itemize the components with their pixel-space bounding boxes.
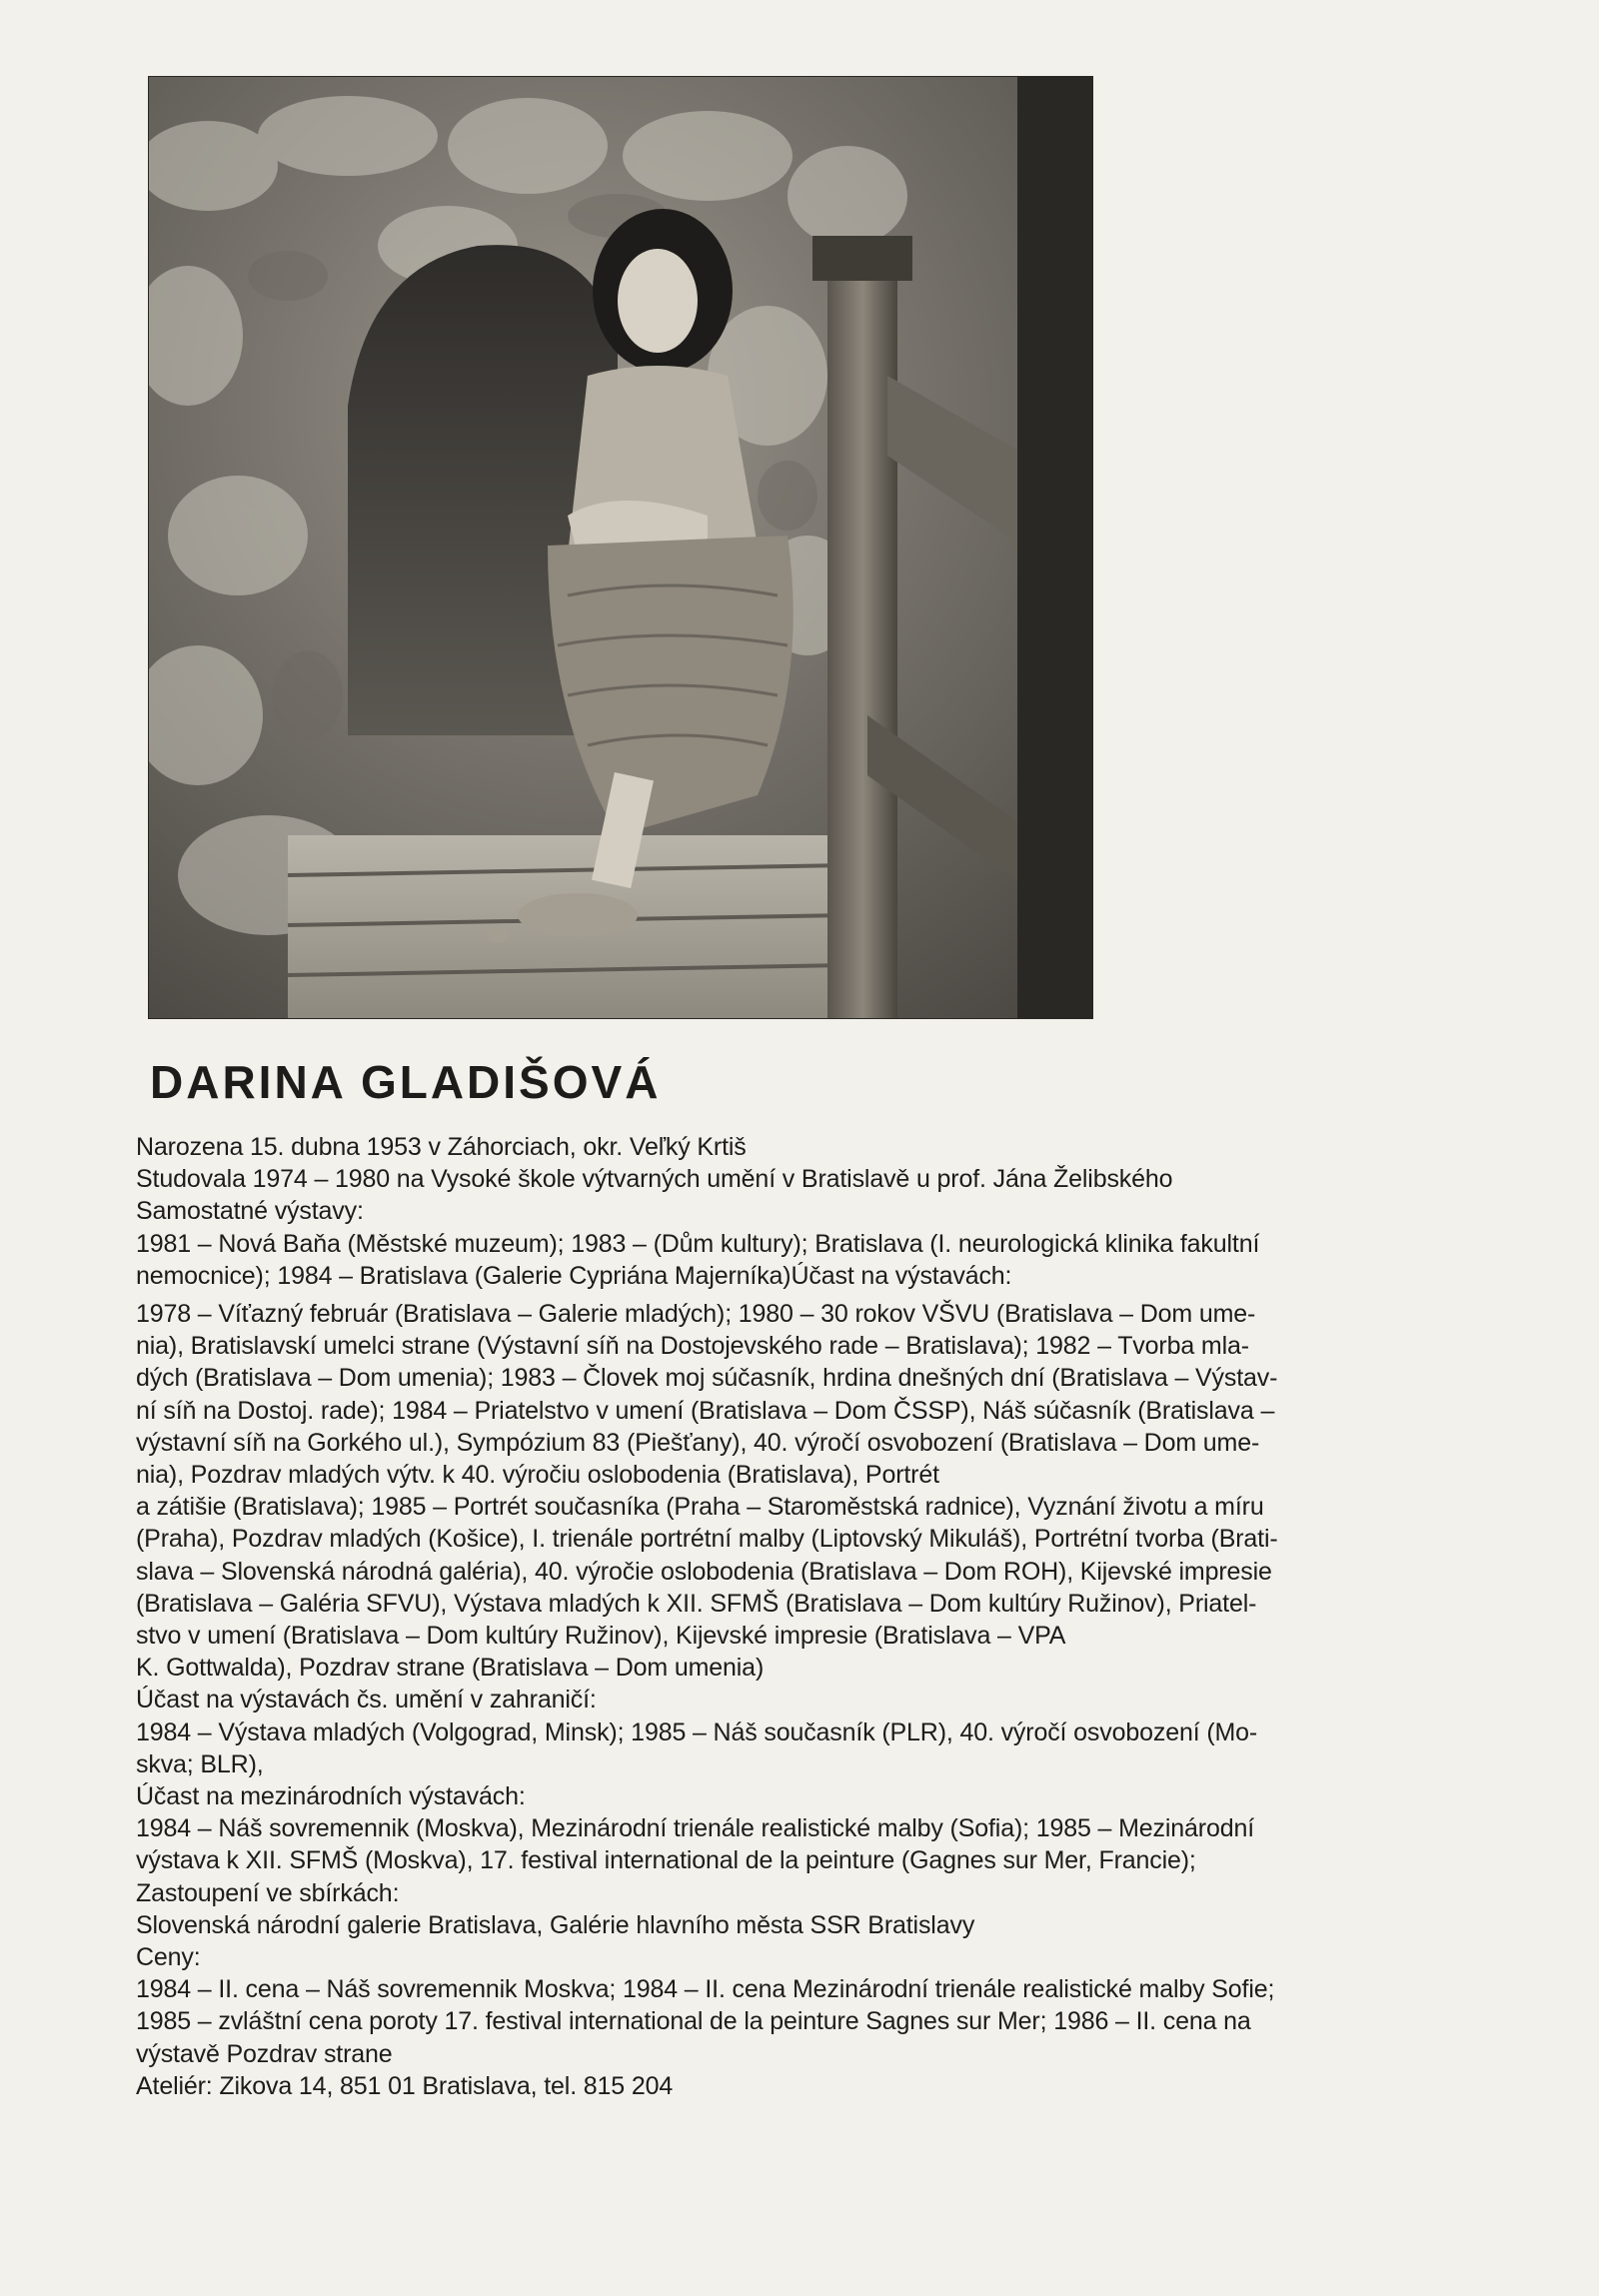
- bio-line: a zátišie (Bratislava); 1985 – Portrét současníka (Praha – Staroměstská radnice), Vyznání životu a míru: [136, 1493, 1264, 1522]
- bio-line: nia), Pozdrav mladých výtv. k 40. výročiu oslobodenia (Bratislava), Portrét: [136, 1461, 939, 1490]
- bio-line: 1984 – Výstava mladých (Volgograd, Minsk); 1985 – Náš současník (PLR), 40. výročí osvobození (Mo-: [136, 1718, 1258, 1746]
- bio-line: (Praha), Pozdrav mladých (Košice), I. trienále portrétní malby (Liptovský Mikuláš), Portrétní tvorba (Brati-: [136, 1525, 1278, 1554]
- biography-text: [136, 1131, 1435, 2102]
- bio-line: K. Gottwalda), Pozdrav strane (Bratislava – Dom umenia): [136, 1654, 765, 1683]
- bio-line: 1984 – Náš sovremennik (Moskva), Mezinárodní trienále realistické malby (Sofia); 1985 – Mezinárodní: [136, 1814, 1255, 1843]
- bio-line: výstavě Pozdrav strane: [136, 2039, 393, 2068]
- portrait-photo: [148, 76, 1093, 1019]
- bio-line: stvo v umení (Bratislava – Dom kultúry Ružinov), Kijevské impresie (Bratislava – VPA: [136, 1622, 1066, 1651]
- portrait-photo-image: [148, 76, 1093, 1019]
- bio-line: (Bratislava – Galéria SFVU), Výstava mladých k XII. SFMŠ (Bratislava – Dom kultúry Ružinov), Priatel-: [136, 1589, 1257, 1618]
- bio-line-studio-address: Ateliér: Zikova 14, 851 01 Bratislava, tel. 815 204: [136, 2071, 674, 2100]
- bio-line: výstavní síň na Gorkého ul.), Sympózium 83 (Piešťany), 40. výročí osvobození (Bratislava – Dom ume-: [136, 1428, 1260, 1457]
- bio-line: Slovenská národní galerie Bratislava, Galérie hlavního města SSR Bratislavy: [136, 1910, 975, 1939]
- bio-line: dých (Bratislava – Dom umenia); 1983 – Človek moj súčasník, hrdina dnešných dní (Bratislava – Výstav-: [136, 1364, 1278, 1393]
- artist-name: DARINA GLADIŠOVÁ: [150, 1056, 662, 1108]
- bio-heading-international-exhibitions: Účast na mezinárodních výstavách:: [136, 1782, 526, 1811]
- bio-line: slava – Slovenská národná galéria), 40. výročie oslobodenia (Bratislava – Dom ROH), Kijevské impresie: [136, 1557, 1272, 1586]
- bio-line: ní síň na Dostoj. rade); 1984 – Priatelstvo v umení (Bratislava – Dom ČSSP), Náš súčasník (Bratislava –: [136, 1396, 1275, 1425]
- bio-line: 1978 – Víťazný február (Bratislava – Galerie mladých); 1980 – 30 rokov VŠVU (Bratislava – Dom ume-: [136, 1300, 1256, 1329]
- bio-heading-solo-exhibitions: Samostatné výstavy:: [136, 1197, 364, 1226]
- bio-line: 1981 – Nová Baňa (Městské muzeum); 1983 – (Dům kultury); Bratislava (I. neurologická klinika fakultní: [136, 1229, 1260, 1258]
- bio-line-birth: Narozena 15. dubna 1953 v Záhorciach, okr. Veľký Krtiš: [136, 1133, 747, 1161]
- bio-line: 1985 – zvláštní cena poroty 17. festival international de la peinture Sagnes sur Mer; 1986 – II. cena na: [136, 2007, 1251, 2036]
- bio-line: 1984 – II. cena – Náš sovremennik Moskva; 1984 – II. cena Mezinárodní trienále realistické malby Sofie;: [136, 1975, 1275, 2004]
- bio-heading-awards: Ceny:: [136, 1943, 201, 1972]
- bio-line-studies: Studovala 1974 – 1980 na Vysoké škole výtvarných umění v Bratislavě u prof. Jána Želibského: [136, 1165, 1173, 1194]
- bio-heading-collections: Zastoupení ve sbírkách:: [136, 1878, 400, 1907]
- bio-line: výstava k XII. SFMŠ (Moskva), 17. festival international de la peinture (Gagnes sur Mer, Francie);: [136, 1846, 1196, 1875]
- bio-line: skva; BLR),: [136, 1749, 264, 1778]
- bio-heading-foreign-exhibitions: Účast na výstavách čs. umění v zahraničí:: [136, 1686, 597, 1715]
- bio-line: nemocnice); 1984 – Bratislava (Galerie Cypriána Majerníka)Účast na výstavách:: [136, 1261, 1012, 1290]
- bio-line: nia), Bratislavskí umelci strane (Výstavní síň na Dostojevského rade – Bratislava); 1982 – Tvorba mla-: [136, 1332, 1249, 1361]
